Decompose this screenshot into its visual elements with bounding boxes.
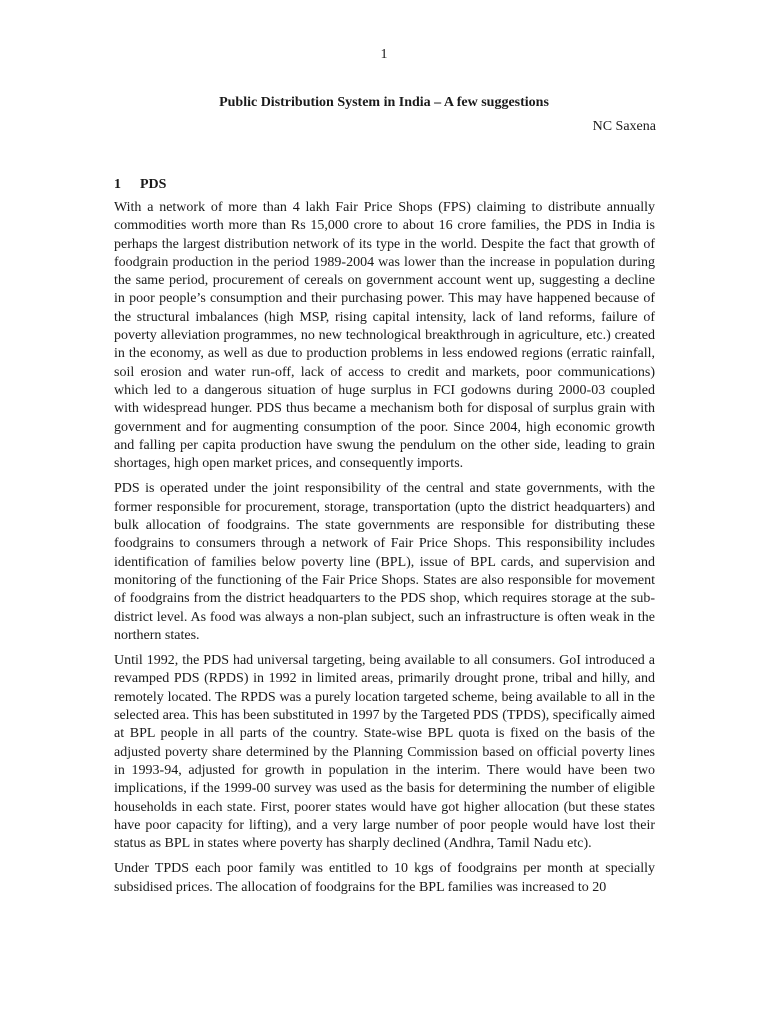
page-number: 1 bbox=[380, 47, 388, 62]
paragraph: Under TPDS each poor family was entitled to 10 kgs of foodgrains per month at specially subsidised prices. The allocation of foodgrains for the BPL families was increased to 20 bbox=[114, 861, 655, 895]
paragraph: With a network of more than 4 lakh Fair Price Shops (FPS) claiming to distribute annually commodities worth more than Rs 15,000 crore to about 16 crore families, the PDS in India is perhaps the largest distribution network of its type in the world. Despite the fact that growth of foodgrain production in the period 1989-2004 was lower than the increase in population during the same period, procurement of cereals on government account went up, suggesting a decline in poor people’s consumption and their purchasing power. This may have happened because of the structural imbalances (high MSP, rising capital intensity, lack of land reforms, failure of poverty alleviation programmes, no new technological breakthrough in agriculture, etc.) created in the economy, as well as due to production problems in less endowed regions (erratic rainfall, soil erosion and water run-off, lack of access to credit and markets, poor communications) which led to a dangerous situation of huge surplus in FCI godowns during 2000-03 coupled with widespread hunger. PDS thus became a mechanism both for disposal of surplus grain with government and for augmenting consumption of the poor. Since 2004, high economic growth and falling per capita production have swung the pendulum on the other side, leading to grain shortages, high open market prices, and consequently imports. bbox=[114, 200, 655, 472]
body-text bbox=[114, 199, 655, 904]
section-heading bbox=[114, 177, 166, 193]
section-number: 1 bbox=[114, 177, 121, 192]
document-title: Public Distribution System in India – A few suggestions bbox=[219, 95, 549, 110]
paragraph: PDS is operated under the joint responsibility of the central and state governments, with the former responsible for procurement, storage, transportation (upto the district headquarters) and bulk allocation of foodgrains. The state governments are responsible for distributing these foodgrains to consumers through a network of Fair Price Shops. This responsibility includes identification of families below poverty line (BPL), issue of BPL cards, and supervision and monitoring of the functioning of the Fair Price Shops. States are also responsible for movement of foodgrains from the district headquarters to the PDS shop, which requires storage at the sub-district level. As food was always a non-plan subject, such an infrastructure is often weak in the northern states. bbox=[114, 481, 655, 643]
document-author: NC Saxena bbox=[592, 119, 656, 134]
section-title: PDS bbox=[140, 177, 167, 192]
paragraph: Until 1992, the PDS had universal targeting, being available to all consumers. GoI introduced a revamped PDS (RPDS) in 1992 in limited areas, primarily drought prone, tribal and hilly, and remotely located. The RPDS was a purely location targeted scheme, being available to all in the selected area. This has been substituted in 1997 by the Targeted PDS (TPDS), specifically aimed at BPL people in all parts of the country. State-wise BPL quota is fixed on the basis of the adjusted poverty share determined by the Planning Commission based on official poverty lines in 1993-94, adjusted for growth in population in the interim. There would have been two implications, if the 1999-00 survey was used as the basis for determining the number of eligible households in each state. First, poorer states would have got higher allocation (but these states have poor capacity for lifting), and a very large number of poor people would have lost their status as BPL in states where poverty has sharply declined (Andhra, Tamil Nadu etc). bbox=[114, 653, 656, 852]
